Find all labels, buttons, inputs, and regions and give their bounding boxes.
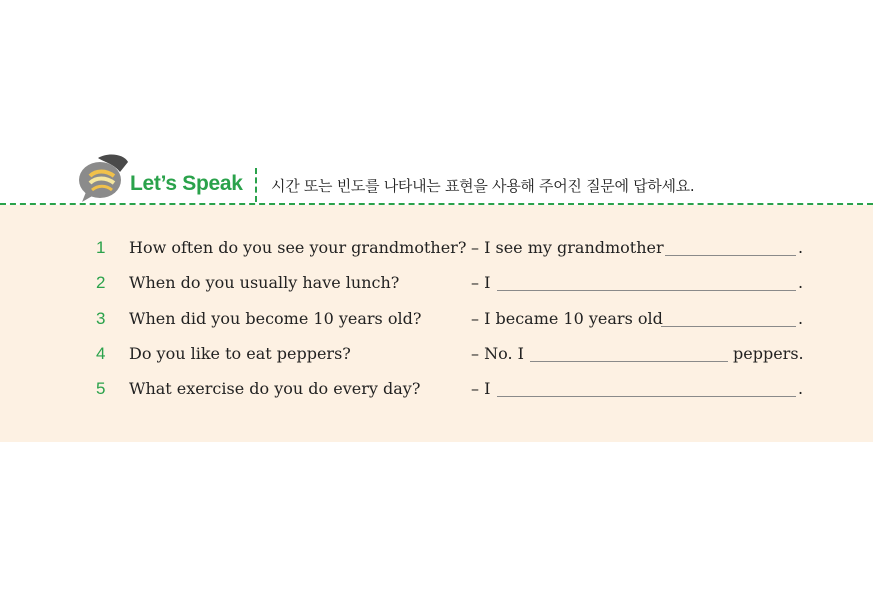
answer-blank[interactable] [497,290,796,291]
item-number: 2 [96,273,106,292]
answer-blank[interactable] [661,326,796,327]
item-number: 4 [96,344,106,363]
answer-blank[interactable] [665,255,796,256]
answer-prefix: – I became 10 years old [471,309,663,328]
item-number: 1 [96,238,106,257]
speech-bubble-icon [76,150,132,204]
title-divider [255,168,257,202]
answer-blank[interactable] [530,361,728,362]
answer-prefix: – I [471,273,491,292]
instruction-text: 시간 또는 빈도를 나타내는 표현을 사용해 주어진 질문에 답하세요. [271,177,695,195]
answer-suffix: . [798,379,804,398]
question-text: When did you become 10 years old? [129,309,422,328]
question-text: When do you usually have lunch? [129,273,400,292]
answer-suffix: . [798,273,804,292]
exercise-row [0,238,873,268]
exercise-row [0,273,873,303]
exercise-row [0,344,873,374]
question-text: How often do you see your grandmother? [129,238,467,257]
question-text: Do you like to eat peppers? [129,344,351,363]
section-title: Let’s Speak [130,172,243,195]
exercise-row [0,379,873,409]
answer-prefix: – No. I [471,344,524,363]
answer-prefix: – I [471,379,491,398]
question-text: What exercise do you do every day? [129,379,421,398]
exercise-row [0,309,873,339]
answer-suffix: peppers. [733,344,804,363]
answer-suffix: . [798,238,804,257]
item-number: 5 [96,379,106,398]
answer-suffix: . [798,309,804,328]
answer-blank[interactable] [497,396,796,397]
item-number: 3 [96,309,106,328]
answer-prefix: – I see my grandmother [471,238,664,257]
